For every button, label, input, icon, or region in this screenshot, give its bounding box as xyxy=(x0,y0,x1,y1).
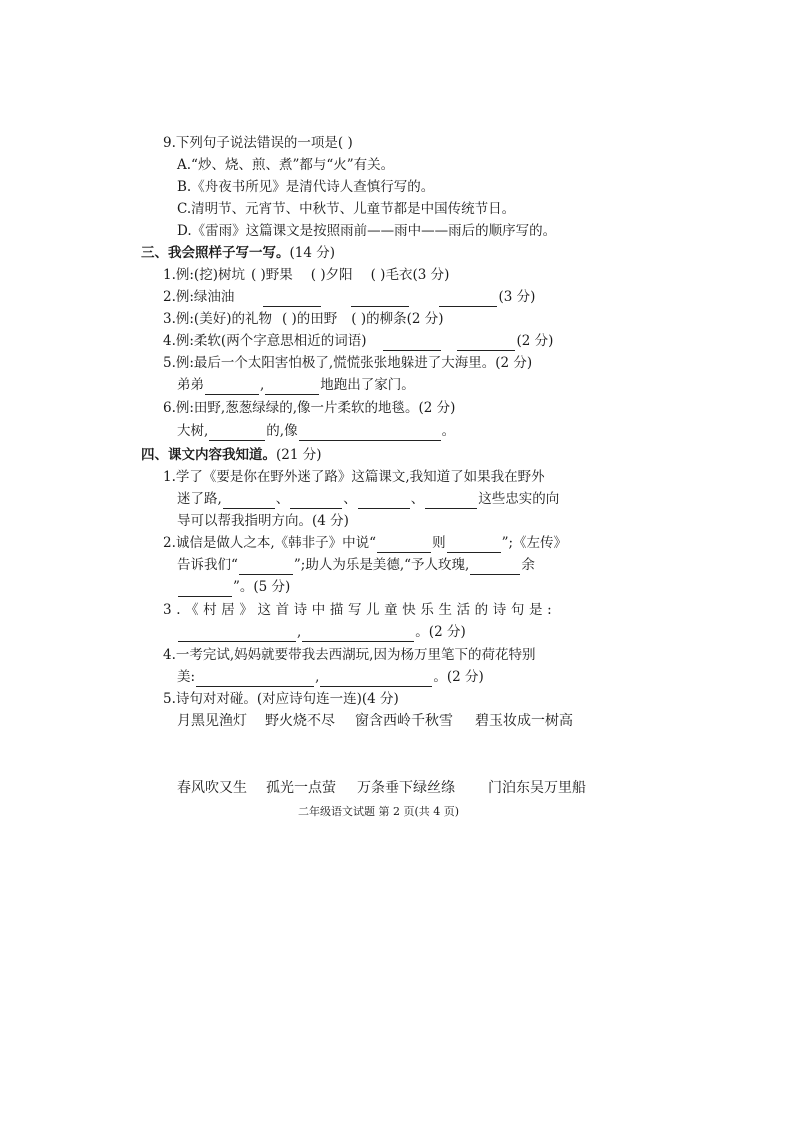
poem-top-4[interactable]: 碧玉妆成一树高 xyxy=(475,713,573,729)
s3-q3-word-1: 的田野 xyxy=(296,311,338,327)
s3-q5-blank-1[interactable] xyxy=(205,379,259,395)
s3-q2-score: (3 分) xyxy=(498,289,536,305)
s4-q1-text-a: 迷了路, xyxy=(177,491,222,507)
s3-q5-answer xyxy=(177,375,415,395)
s3-q2-blank-3[interactable] xyxy=(439,291,497,307)
s3-q5-example: 5.例:最后一个太阳害怕极了,慌慌张张地躲进了大海里。(2 分) xyxy=(163,355,533,371)
s4-q1-blank-1[interactable] xyxy=(223,493,275,509)
s3-q3-paren-1[interactable]: ( ) xyxy=(281,311,297,327)
s4-q2-line-2 xyxy=(177,555,535,575)
s4-q2-text-f: 余 xyxy=(521,557,535,573)
s4-q4-line-1: 4.一考完试,妈妈就要带我去西湖玩,因为杨万里笔下的荷花特别 xyxy=(163,647,536,663)
page-footer: 二年级语文试题 第 2 页(共 4 页) xyxy=(298,805,460,818)
poem-bottom-3[interactable]: 万条垂下绿丝绦 xyxy=(357,780,455,796)
s3-q6-word-b: 的,像 xyxy=(266,423,298,439)
s4-q2-text-g: ”。(5 分) xyxy=(233,579,291,595)
s4-q3-line-2 xyxy=(177,622,466,642)
s3-q2 xyxy=(163,287,535,307)
s4-q2-text-a: 2.诚信是做人之本,《韩非子》中说“ xyxy=(163,535,377,551)
s4-q1-blank-4[interactable] xyxy=(425,493,477,509)
poem-bottom-1[interactable]: 春风吹又生 xyxy=(177,780,247,796)
poem-bottom-4[interactable]: 门泊东吴万里船 xyxy=(488,780,586,796)
poem-bottom-row xyxy=(0,778,794,798)
s4-q1-line-1: 1.学了《要是你在野外迷了路》这篇课文,我知道了如果我在野外 xyxy=(163,469,545,485)
s3-q6-blank-1[interactable] xyxy=(209,425,265,441)
s3-q1-paren-2[interactable]: ( ) xyxy=(310,267,326,283)
q9-stem: 9.下列句子说法错误的一项是( ) xyxy=(163,135,353,151)
section-3-title: 三、我会照样子写一写。 xyxy=(141,245,290,261)
poem-top-3[interactable]: 窗含西岭千秋雪 xyxy=(355,713,453,729)
s3-q3-score: (2 分) xyxy=(406,311,444,327)
s3-q4-blank-1[interactable] xyxy=(383,335,441,351)
section-4-title: 四、课文内容我知道。 xyxy=(141,447,276,463)
section-3-header xyxy=(141,243,335,263)
s4-q4-blank-1[interactable] xyxy=(196,671,314,687)
s4-q4-blank-2[interactable] xyxy=(320,671,432,687)
s4-q4-line-2 xyxy=(177,667,484,687)
section-4-header xyxy=(141,445,322,465)
s3-q2-blank-1[interactable] xyxy=(263,291,321,307)
s4-q3-blank-2[interactable] xyxy=(302,626,414,642)
s4-q1-sep-3: 、 xyxy=(410,491,425,507)
s3-q5-comma: , xyxy=(260,377,265,393)
s4-q4-text-a: 美: xyxy=(177,669,196,685)
s3-q4 xyxy=(163,331,553,351)
s3-q1-word-1: 野果 xyxy=(265,267,293,283)
s3-q3-paren-2[interactable]: ( ) xyxy=(351,311,367,327)
s4-q1-sep-1: 、 xyxy=(275,491,290,507)
s4-q2-text-b: 则 xyxy=(432,535,446,551)
s3-q4-score: (2 分) xyxy=(516,333,554,349)
s4-q1-line-2 xyxy=(177,489,559,509)
s4-q2-blank-5[interactable] xyxy=(178,581,232,597)
poem-top-row xyxy=(0,711,794,731)
s4-q2-line-1 xyxy=(163,533,567,553)
s3-q2-blank-2[interactable] xyxy=(351,291,409,307)
s3-q3 xyxy=(163,309,444,329)
section-4-score: (21 分) xyxy=(276,447,322,463)
s3-q5-blank-2[interactable] xyxy=(265,379,319,395)
s3-q1-score: (3 分) xyxy=(412,267,450,283)
q9-option-b: B.《舟夜书所见》是清代诗人查慎行写的。 xyxy=(177,179,435,195)
s4-q1-blank-3[interactable] xyxy=(358,493,410,509)
s4-q2-blank-4[interactable] xyxy=(470,559,520,575)
s4-q2-line-3 xyxy=(177,577,290,597)
s3-q6-end: 。 xyxy=(441,423,456,439)
s3-q4-prefix: 4.例:柔软(两个字意思相近的词语) xyxy=(163,333,367,349)
poem-bottom-2[interactable]: 孤光一点萤 xyxy=(266,780,336,796)
s3-q1-word-2: 夕阳 xyxy=(325,267,353,283)
q9-option-a: A.“炒、烧、煎、煮”都与“火”有关。 xyxy=(177,157,395,173)
s4-q3-blank-1[interactable] xyxy=(178,626,296,642)
s4-q2-text-d: 告诉我们“ xyxy=(177,557,238,573)
s3-q2-prefix: 2.例:绿油油 xyxy=(163,289,235,305)
section-3-score: (14 分) xyxy=(289,245,336,261)
s3-q1-paren-3[interactable]: ( ) xyxy=(370,267,386,283)
q9-option-c: C.清明节、元宵节、中秋节、儿童节都是中国传统节日。 xyxy=(177,201,516,217)
s4-q2-text-c: ”;《左传》 xyxy=(501,535,568,551)
s4-q1-text-b: 这些忠实的向 xyxy=(478,491,560,507)
s4-q2-blank-3[interactable] xyxy=(239,559,293,575)
s3-q1 xyxy=(163,265,449,285)
s3-q6-blank-2[interactable] xyxy=(299,425,441,441)
s4-q4-comma: , xyxy=(315,669,320,685)
poem-top-2[interactable]: 野火烧不尽 xyxy=(265,713,335,729)
s4-q1-sep-2: 、 xyxy=(343,491,357,507)
s4-q2-blank-1[interactable] xyxy=(377,537,431,553)
s4-q4-end: 。(2 分) xyxy=(433,669,484,685)
s4-q1-blank-2[interactable] xyxy=(290,493,342,509)
poem-top-1[interactable]: 月黑见渔灯 xyxy=(177,713,247,729)
s3-q4-blank-2[interactable] xyxy=(457,335,515,351)
s4-q3-end: 。(2 分) xyxy=(415,624,466,640)
s3-q5-word-a: 弟弟 xyxy=(177,377,204,393)
s3-q6-word-a: 大树, xyxy=(177,423,209,439)
s4-q2-blank-2[interactable] xyxy=(447,537,501,553)
s3-q1-prefix: 1.例:(挖)树坑 xyxy=(163,267,245,283)
s3-q3-prefix: 3.例:(美好)的礼物 xyxy=(163,311,272,327)
s3-q6-example: 6.例:田野,葱葱绿绿的,像一片柔软的地毯。(2 分) xyxy=(163,400,456,416)
s3-q6-answer xyxy=(177,421,455,441)
s3-q3-word-2: 的柳条 xyxy=(366,311,407,327)
s3-q1-word-3: 毛衣 xyxy=(385,267,413,283)
s4-q5-instruction: 5.诗句对对碰。(对应诗句连一连)(4 分) xyxy=(163,691,399,707)
s3-q1-paren-1[interactable]: ( ) xyxy=(250,267,266,283)
s3-q5-word-b: 地跑出了家门。 xyxy=(320,377,415,393)
s4-q2-text-e: ”;助人为乐是美德,“予人玫瑰, xyxy=(293,557,470,573)
s4-q3-line-1: 3.《村居》这首诗中描写儿童快乐生活的诗句是: xyxy=(163,602,557,618)
q9-option-d: D.《雷雨》这篇课文是按照雨前——雨中——雨后的顺序写的。 xyxy=(177,223,557,239)
s4-q1-line-3: 导可以帮我指明方向。(4 分) xyxy=(177,513,349,529)
s4-q3-comma: , xyxy=(297,624,302,640)
